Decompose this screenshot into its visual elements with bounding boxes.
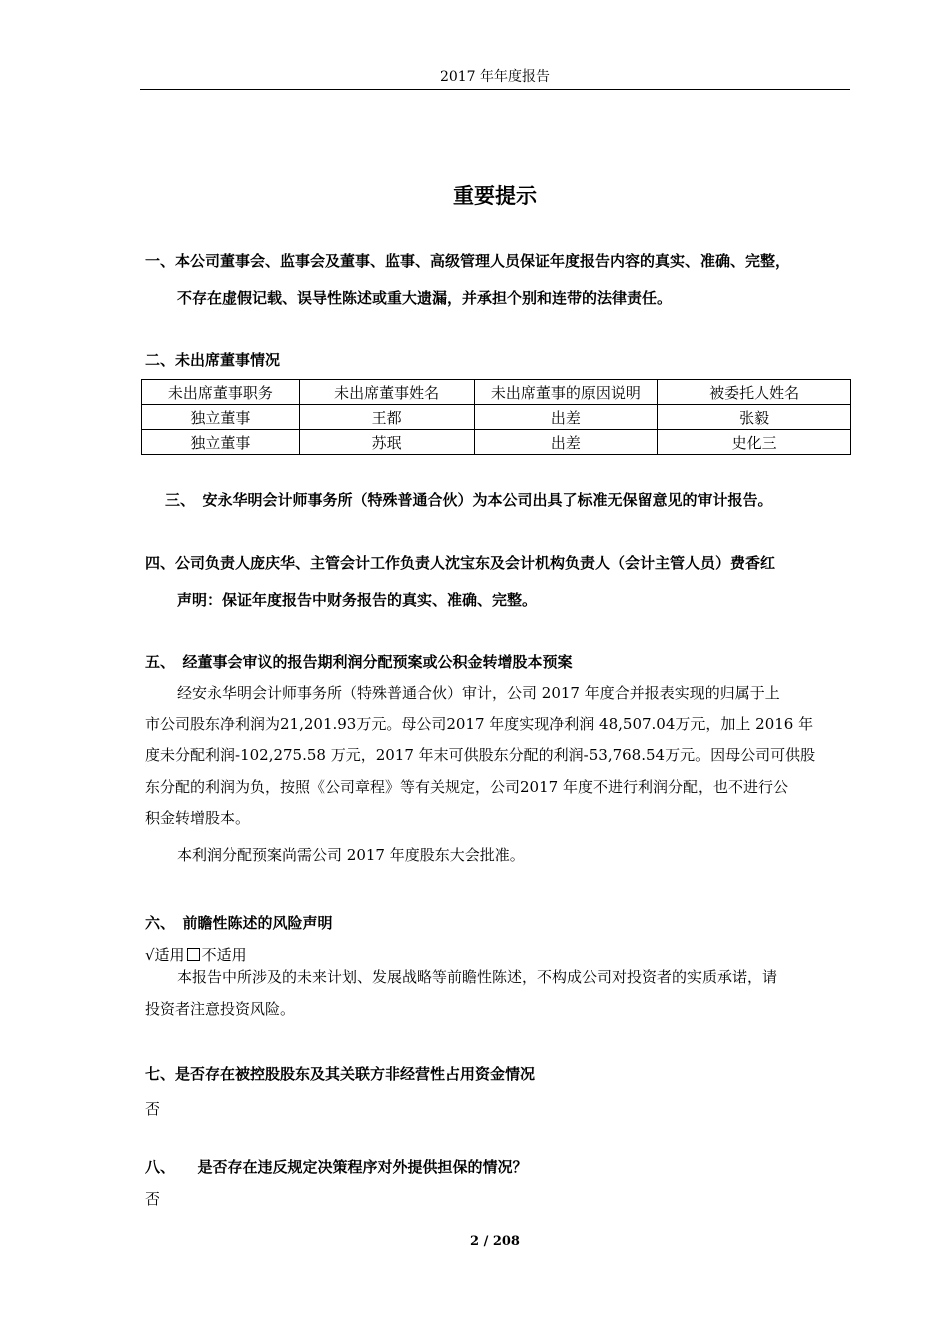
not-applicable-option: 不适用 (201, 946, 247, 964)
sec5-heading: 五、 经董事会审议的报告期利润分配预案或公积金转增股本预案 (145, 653, 573, 671)
sec8-heading: 八、 是否存在违反规定决策程序对外提供担保的情况？ (145, 1158, 528, 1176)
sec5-line5: 积金转增股本。 (145, 809, 251, 827)
column-header: 未出席董事姓名 (299, 380, 474, 405)
sec4-line2: 声明：保证年度报告中财务报告的真实、准确、完整。 (177, 591, 538, 609)
unchecked-box-icon (187, 948, 200, 961)
table-cell: 出差 (474, 405, 658, 430)
header-rule (140, 89, 850, 90)
sec6-line2: 投资者注意投资风险。 (145, 1000, 296, 1018)
column-header: 被委托人姓名 (658, 380, 851, 405)
sec5-line2: 市公司股东净利润为21,201.93万元。母公司2017 年度实现净利润 48,507.04万元，加上 2016 年 (145, 715, 814, 733)
column-header: 未出席董事的原因说明 (474, 380, 658, 405)
table-cell: 出差 (474, 430, 658, 455)
table-cell: 史化三 (658, 430, 851, 455)
sec1-line1: 一、本公司董事会、监事会及董事、监事、高级管理人员保证年度报告内容的真实、准确、完整， (145, 252, 791, 270)
table-header-row (142, 380, 851, 405)
sec1-line2: 不存在虚假记载、误导性陈述或重大遗漏，并承担个别和连带的法律责任。 (177, 289, 673, 307)
sec5-approval: 本利润分配预案尚需公司 2017 年度股东大会批准。 (177, 846, 525, 864)
sec2-heading: 二、未出席董事情况 (145, 351, 281, 369)
table-cell: 苏珉 (299, 430, 474, 455)
absent-directors-table (141, 379, 851, 455)
page-title: 重要提示 (453, 184, 537, 208)
sec7-heading: 七、是否存在被控股股东及其关联方非经营性占用资金情况 (145, 1065, 536, 1083)
table-row (142, 405, 851, 430)
table-cell: 王都 (299, 405, 474, 430)
table-row (142, 430, 851, 455)
column-header: 未出席董事职务 (142, 380, 300, 405)
table-cell: 独立董事 (142, 430, 300, 455)
sec3-text: 三、 安永华明会计师事务所（特殊普通合伙）为本公司出具了标准无保留意见的审计报告。 (165, 491, 773, 509)
sec7-answer: 否 (145, 1100, 161, 1118)
sec8-answer: 否 (145, 1190, 161, 1208)
sec5-line4: 东分配的利润为负，按照《公司章程》等有关规定，公司2017 年度不进行利润分配，也不进行公 (145, 778, 788, 796)
page-header: 2017 年年度报告 (439, 69, 551, 85)
sec5-line1: 经安永华明会计师事务所（特殊普通合伙）审计，公司 2017 年度合并报表实现的归属于上 (177, 684, 780, 702)
page-number: 2 / 208 (470, 1234, 520, 1249)
sec6-applicability (145, 945, 247, 965)
sec6-line1: 本报告中所涉及的未来计划、发展战略等前瞻性陈述，不构成公司对投资者的实质承诺，请 (177, 968, 778, 986)
sec6-heading: 六、 前瞻性陈述的风险声明 (145, 914, 333, 932)
applicable-option: √适用 (145, 946, 185, 964)
sec4-line1: 四、公司负责人庞庆华、主管会计工作负责人沈宝东及会计机构负责人（会计主管人员）费香红 (145, 554, 776, 572)
table-cell: 张毅 (658, 405, 851, 430)
sec5-line3: 度未分配利润-102,275.58 万元，2017 年末可供股东分配的利润-53,768.54万元。因母公司可供股 (145, 746, 816, 764)
table-cell: 独立董事 (142, 405, 300, 430)
